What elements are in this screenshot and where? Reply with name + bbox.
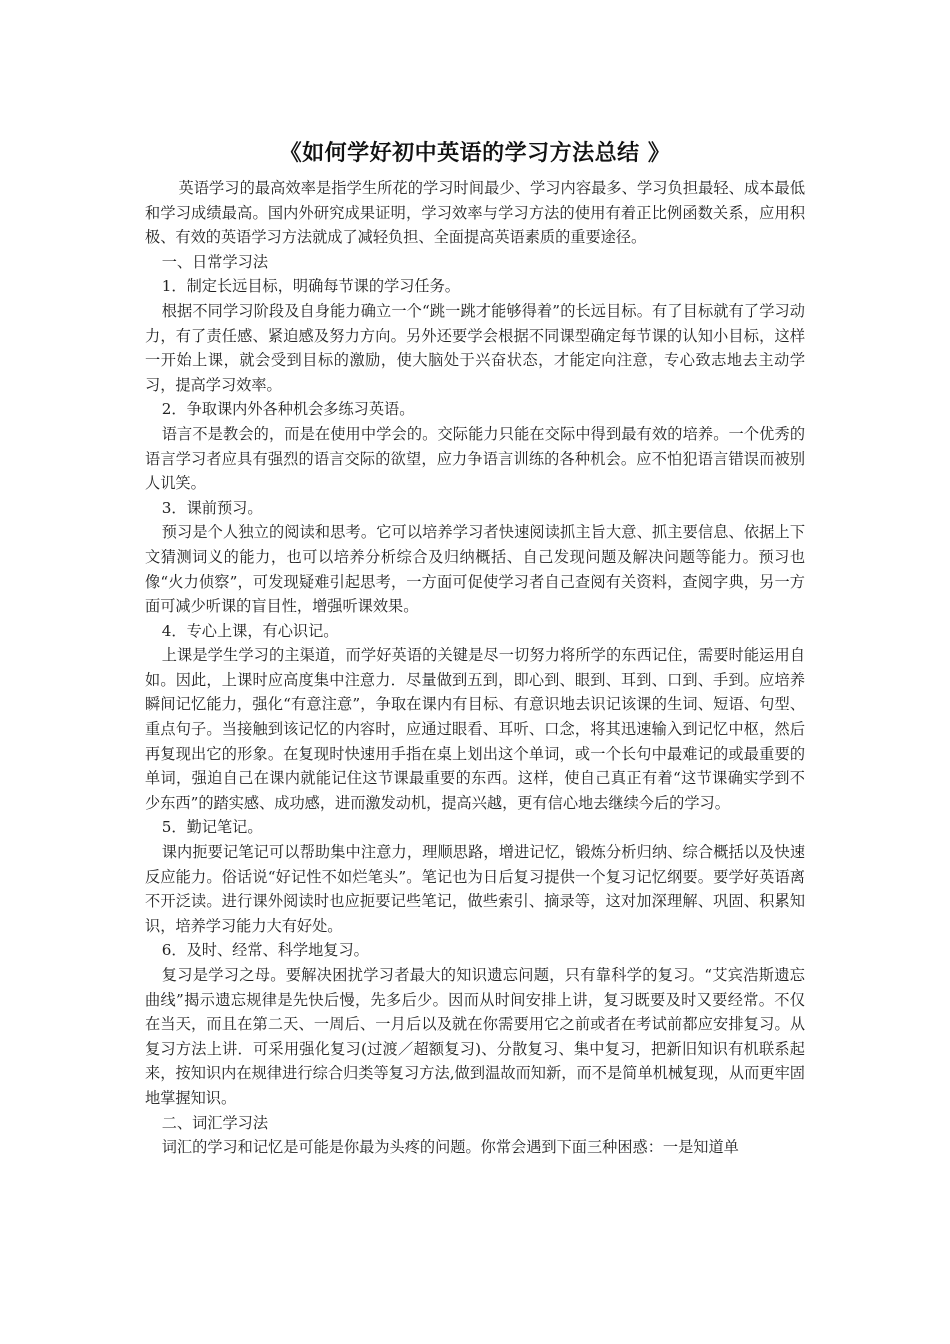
item-paragraph-6: 复习是学习之母。要解决困扰学习者最大的知识遗忘问题，只有靠科学的复习。“艾宾浩斯遗忘曲线”揭示遗忘规律是先快后慢，先多后少。因而从时间安排上讲，复习既要及时又要经常。不仅在当天，而且在第二天、一周后、一月后以及就在你需要用它之前或者在考试前都应安排复习。从复习方法上讲．可采用强化复习(过渡／超额复习)、分散复习、集中复习，把新旧知识有机联系起来，按知识内在规律进行综合归类等复习方法,做到温故而知新，而不是简单机械复现，从而更牢固地掌握知识。 <box>145 966 805 1107</box>
item-heading-2: 2．争取课内外各种机会多练习英语。 <box>161 400 415 419</box>
document-title: 《如何学好初中英语的学习方法总结 》 <box>279 141 671 166</box>
section-heading-vocabulary: 二、词汇学习法 <box>161 1113 269 1132</box>
item-paragraph-3: 预习是个人独立的阅读和思考。它可以培养学习者快速阅读抓主旨大意、抓主要信息、依据上下文猜测词义的能力，也可以培养分析综合及归纳概括、自己发现问题及解决问题等能力。预习也像“火力侦察”，可发现疑难引起思考，一方面可促使学习者自己查阅有关资料，查阅字典，另一方面可减少听课的盲目性，增强听课效果。 <box>145 523 805 616</box>
item-heading-6: 6．及时、经常、科学地复习。 <box>161 941 369 960</box>
intro-paragraph: 英语学习的最高效率是指学生所花的学习时间最少、学习内容最多、学习负担最轻、成本最低和学习成绩最高。国内外研究成果证明，学习效率与学习方法的使用有着正比例函数关系，应用积极、有效的英语学习方法就成了减轻负担、全面提高英语素质的重要途径。 <box>145 179 805 247</box>
section-heading-daily-study: 一、日常学习法 <box>161 252 269 271</box>
document-body <box>145 176 805 1160</box>
item-paragraph-5: 课内扼要记笔记可以帮助集中注意力，理顺思路，增进记忆，锻炼分析归纳、综合概括以及快速反应能力。俗话说“好记性不如烂笔头”。笔记也为日后复习提供一个复习记忆纲要。要学好英语离不开泛读。进行课外阅读时也应扼要记些笔记，做些索引、摘录等，这对加深理解、巩固、积累知识，培养学习能力大有好处。 <box>145 843 805 935</box>
item-heading-4: 4．专心上课，有心识记。 <box>161 621 339 640</box>
item-heading-1: 1．制定长远目标，明确每节课的学习任务。 <box>161 277 460 296</box>
item-paragraph-1: 根据不同学习阶段及自身能力确立一个“跳一跳才能够得着”的长远目标。有了目标就有了学习动力，有了责任感、紧迫感及努力方向。另外还要学会根据不同课型确定每节课的认知小目标，这样一开始上课，就会受到目标的激励，使大脑处于兴奋状态，才能定向注意，专心致志地去主动学习，提高学习效率。 <box>145 301 805 394</box>
item-paragraph-2: 语言不是教会的，而是在使用中学会的。交际能力只能在交际中得到最有效的培养。一个优秀的语言学习者应具有强烈的语言交际的欲望，应力争语言训练的各种机会。应不怕犯语言错误而被别人讥笑。 <box>145 424 805 493</box>
item-heading-5: 5．勤记笔记。 <box>161 818 263 837</box>
item-paragraph-4: 上课是学生学习的主渠道，而学好英语的关键是尽一切努力将所学的东西记住，需要时能运用自如。因此，上课时应高度集中注意力．尽量做到五到，即心到、眼到、耳到、口到、手到。应培养瞬间记忆能力，强化“有意注意”，争取在课内有目标、有意识地去识记该课的生词、短语、句型、重点句子。当接触到该记忆的内容时，应通过眼看、耳听、口念，将其迅速输入到记忆中枢，然后再复现出它的形象。在复现时快速用手指在桌上划出这个单词，或一个长句中最难记的或最重要的单词，强迫自己在课内就能记住这节课最重要的东西。这样，使自己真正有着“这节课确实学到不少东西”的踏实感、成功感，进而激发动机，提高兴越，更有信心地去继续今后的学习。 <box>145 646 805 812</box>
item-heading-3: 3．课前预习。 <box>161 498 263 517</box>
vocabulary-paragraph: 词汇的学习和记忆是可能是你最为头疼的问题。你常会遇到下面三种困惑：一是知道单 <box>161 1138 739 1157</box>
